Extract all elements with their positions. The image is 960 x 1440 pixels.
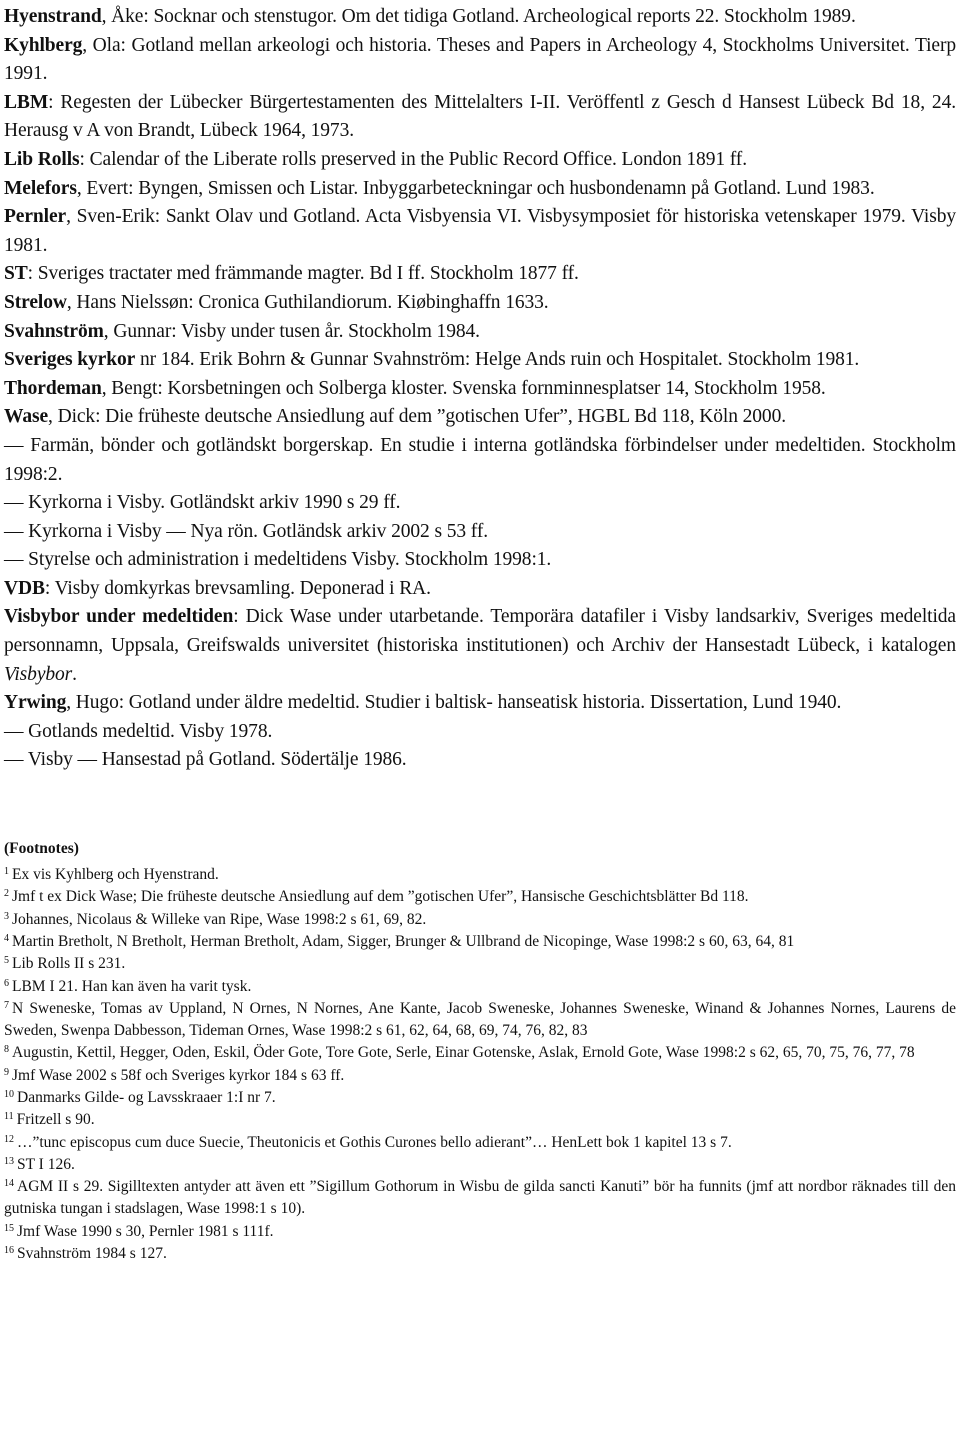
footnote-number: 12 bbox=[4, 1133, 14, 1145]
reference-text: nr 184. Erik Bohrn & Gunnar Svahnström: Helge Ands ruin och Hospitalet. Stockholm 1981. bbox=[135, 349, 860, 371]
footnote-number: 11 bbox=[4, 1111, 14, 1123]
reference-entry bbox=[4, 403, 956, 432]
footnote-number: 16 bbox=[4, 1245, 14, 1257]
footnote-text: Fritzell s 90. bbox=[16, 1111, 95, 1129]
reference-entry bbox=[4, 489, 956, 518]
footnote-number: 8 bbox=[4, 1044, 9, 1056]
reference-author: Pernler bbox=[4, 206, 67, 228]
reference-entry bbox=[4, 203, 956, 260]
footnotes-section bbox=[4, 838, 956, 1265]
reference-text: , Hugo: Gotland under äldre medeltid. Studier i baltisk- hanseatisk historia. Dissertation, Lund 1940. bbox=[66, 692, 842, 714]
reference-entry bbox=[4, 89, 956, 146]
reference-text: , Dick: Die früheste deutsche Ansiedlung auf dem ”gotischen Ufer”, HGBL Bd 118, Köln 2000. bbox=[48, 406, 787, 428]
footnote bbox=[4, 976, 956, 998]
reference-author: Kyhlberg bbox=[4, 34, 83, 56]
footnote bbox=[4, 931, 956, 953]
footnote-text: Jmf t ex Dick Wase; Die früheste deutsche Ansiedlung auf dem ”gotischen Ufer”, Hansische Geschichtsblätter Bd 118. bbox=[12, 888, 749, 906]
reference-entry bbox=[4, 746, 956, 775]
footnote-text: …”tunc episcopus cum duce Suecie, Theutonicis et Gothis Curones bello adierant”… HenLett bok 1 kapitel 13 s 7. bbox=[17, 1133, 732, 1151]
footnote-text: ST I 126. bbox=[17, 1155, 75, 1173]
footnote-text: Ex vis Kyhlberg och Hyenstrand. bbox=[12, 866, 219, 884]
reference-entry bbox=[4, 375, 956, 404]
reference-author: Lib Rolls bbox=[4, 148, 80, 170]
reference-text: , Bengt: Korsbetningen och Solberga kloster. Svenska fornminnesplatser 14, Stockholm 1958. bbox=[101, 377, 826, 399]
reference-entry bbox=[4, 32, 956, 89]
footnote-number: 10 bbox=[4, 1089, 14, 1100]
footnote-number: 2 bbox=[4, 888, 9, 900]
reference-entry bbox=[4, 689, 956, 718]
footnote bbox=[4, 1087, 956, 1109]
reference-author: Sveriges kyrkor bbox=[4, 349, 136, 371]
reference-author: Strelow bbox=[4, 291, 67, 313]
reference-text: : Sveriges tractater med främmande magter. Bd I ff. Stockholm 1877 ff. bbox=[27, 263, 579, 285]
reference-author: Hyenstrand bbox=[4, 6, 102, 27]
footnote-text: Jmf Wase 1990 s 30, Pernler 1981 s 111f. bbox=[17, 1222, 274, 1240]
reference-text: : Calendar of the Liberate rolls preserved in the Public Record Office. London 1891 ff. bbox=[79, 148, 747, 170]
reference-entry bbox=[4, 575, 956, 604]
reference-author: Visbybor under medeltiden bbox=[4, 606, 234, 628]
reference-text: , Åke: Socknar och stenstugor. Om det tidiga Gotland. Archeological reports 22. Stockholm 1989. bbox=[101, 6, 856, 27]
footnote-number: 5 bbox=[4, 955, 9, 967]
reference-entry bbox=[4, 518, 956, 547]
footnote bbox=[4, 1065, 956, 1087]
reference-author: Melefors bbox=[4, 177, 77, 199]
footnote bbox=[4, 1221, 956, 1243]
reference-author: Wase bbox=[4, 406, 49, 428]
footnote-text: LBM I 21. Han kan även ha varit tysk. bbox=[12, 977, 252, 995]
bibliography-list bbox=[4, 0, 956, 775]
footnote bbox=[4, 886, 956, 908]
reference-entry bbox=[4, 3, 956, 32]
footnote bbox=[4, 1042, 956, 1064]
footnote-text: Lib Rolls II s 231. bbox=[12, 955, 126, 973]
footnote-number: 1 bbox=[4, 866, 9, 878]
footnote-text: Svahnström 1984 s 127. bbox=[17, 1245, 167, 1263]
footnote-text: Jmf Wase 2002 s 58f och Sveriges kyrkor 184 s 63 ff. bbox=[12, 1066, 345, 1084]
reference-text: — Gotlands medeltid. Visby 1978. bbox=[4, 720, 273, 742]
footnote-text: AGM II s 29. Sigilltexten antyder att även ett ”Sigillum Gothorum in Wisbu de gilda sancti Kanuti” bör ha funnits (jmf att nordbor räknades till den gutniska tungan i stadslagen, Wase 1998:1 s 10). bbox=[4, 1178, 956, 1218]
reference-entry bbox=[4, 546, 956, 575]
reference-text: — Visby — Hansestad på Gotland. Södertälje 1986. bbox=[4, 749, 407, 771]
footnote-number: 7 bbox=[4, 999, 9, 1011]
reference-author: Svahnström bbox=[4, 320, 104, 342]
footnote-number: 13 bbox=[4, 1155, 14, 1167]
footnote-text: Johannes, Nicolaus & Willeke van Ripe, Wase 1998:2 s 61, 69, 82. bbox=[12, 910, 427, 928]
footnote-number: 9 bbox=[4, 1066, 9, 1078]
footnote-number: 15 bbox=[4, 1222, 14, 1234]
reference-author: VDB bbox=[4, 577, 45, 599]
reference-entry bbox=[4, 718, 956, 747]
reference-text: , Sven-Erik: Sankt Olav und Gotland. Acta Visbyensia VI. Visbysymposiet för historiska vetenskaper 1979. Visby 1981. bbox=[4, 206, 956, 256]
reference-author: Thordeman bbox=[4, 377, 102, 399]
reference-text: — Kyrkorna i Visby — Nya rön. Gotländsk arkiv 2002 s 53 ff. bbox=[4, 520, 488, 542]
reference-entry bbox=[4, 432, 956, 489]
reference-text: — Farmän, bönder och gotländskt borgerskap. En studie i interna gotländska förbindelser under medeltiden. Stockholm 1998:2. bbox=[4, 434, 956, 485]
footnote-number: 6 bbox=[4, 977, 9, 989]
reference-tail: . bbox=[72, 663, 77, 685]
reference-entry bbox=[4, 260, 956, 289]
reference-author: Yrwing bbox=[4, 692, 67, 714]
reference-text: , Gunnar: Visby under tusen år. Stockholm 1984. bbox=[103, 320, 480, 342]
reference-text: : Visby domkyrkas brevsamling. Deponerad i RA. bbox=[44, 577, 431, 599]
reference-entry bbox=[4, 603, 956, 689]
reference-text: : Regesten der Lübecker Bürgertestamenten des Mittelalters I-II. Veröffentl z Gesch d Hansest Lübeck Bd 18, 24. Herausg v A von Brandt, Lübeck 1964, 1973. bbox=[4, 91, 956, 142]
reference-entry bbox=[4, 146, 956, 175]
reference-text: — Styrelse och administration i medeltidens Visby. Stockholm 1998:1. bbox=[4, 549, 552, 571]
footnote bbox=[4, 1176, 956, 1221]
footnote-text: Martin Bretholt, N Bretholt, Herman Bretholt, Adam, Sigger, Brunger & Ullbrand de Nicopinge, Wase 1998:2 s 60, 63, 64, 81 bbox=[12, 932, 795, 950]
footnote bbox=[4, 909, 956, 931]
footnote bbox=[4, 998, 956, 1043]
footnote-text: Danmarks Gilde- og Lavsskraaer 1:I nr 7. bbox=[17, 1089, 276, 1106]
reference-text: , Evert: Byngen, Smissen och Listar. Inbyggarbeteckningar och husbondenamn på Gotland. Lund 1983. bbox=[76, 177, 875, 199]
footnote-text: N Sweneske, Tomas av Uppland, N Ornes, N Nornes, Ane Kante, Jacob Sweneske, Johannes Sweneske, Winand & Johannes Nornes, Laurens de Sweden, Swenpa Dabbesson, Tideman Ornes, Wase 1998:2 s 61, 62, 64, 68, 69, 74, 76, 82, 83 bbox=[4, 999, 956, 1040]
footnote bbox=[4, 953, 956, 975]
reference-author: ST bbox=[4, 263, 28, 285]
footnote bbox=[4, 1132, 956, 1154]
footnote-number: 14 bbox=[4, 1178, 14, 1190]
footnote-number: 3 bbox=[4, 910, 9, 922]
footnote bbox=[4, 1243, 956, 1265]
footnote-text: Augustin, Kettil, Hegger, Oden, Eskil, Öder Gote, Tore Gote, Serle, Einar Gotenske, Aslak, Ernold Gote, Wase 1998:2 s 62, 65, 70, 75, 76, 77, 78 bbox=[12, 1044, 915, 1062]
reference-text: — Kyrkorna i Visby. Gotländskt arkiv 1990 s 29 ff. bbox=[4, 492, 401, 514]
reference-text: : Dick Wase under utarbetande. Temporära datafiler i Visby landsarkiv, Sveriges medeltida personnamn, Uppsala, Greifswalds universitet (historiska institutionen) och Archiv der Hansestadt Lübeck, i katalogen bbox=[4, 606, 956, 657]
reference-author: LBM bbox=[4, 91, 49, 113]
reference-entry bbox=[4, 289, 956, 318]
reference-text: , Ola: Gotland mellan arkeologi och historia. Theses and Papers in Archeology 4, Stockholms Universitet. Tierp 1991. bbox=[4, 34, 956, 85]
footnote bbox=[4, 1154, 956, 1176]
footnote-number: 4 bbox=[4, 932, 9, 944]
footnote bbox=[4, 864, 956, 886]
reference-entry bbox=[4, 318, 956, 347]
reference-italic: Visbybor bbox=[4, 663, 73, 685]
reference-entry bbox=[4, 175, 956, 204]
reference-text: , Hans Nielssøn: Cronica Guthilandiorum. Kiøbinghaffn 1633. bbox=[66, 291, 549, 313]
footnote bbox=[4, 1109, 956, 1131]
footnotes-heading: (Footnotes) bbox=[4, 840, 79, 858]
reference-entry bbox=[4, 346, 956, 375]
